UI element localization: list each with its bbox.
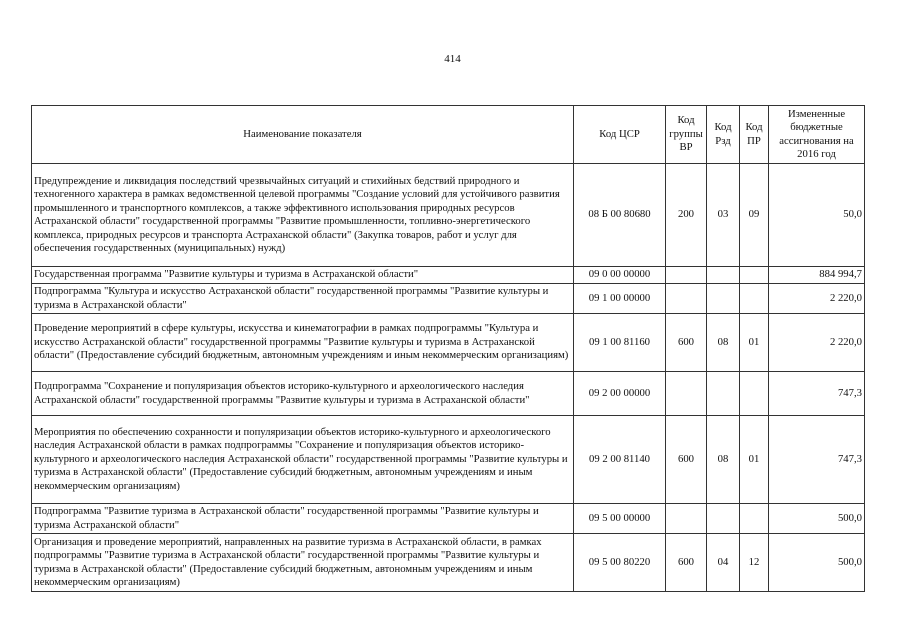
header-rzd: Код Рзд [707,106,740,164]
row-pr [740,504,769,534]
row-csr: 09 1 00 81160 [574,314,666,372]
row-vr [666,284,707,314]
row-csr: 09 0 00 00000 [574,267,666,284]
table-row [32,504,865,534]
page-number: 414 [444,53,461,65]
row-csr: 09 2 00 00000 [574,372,666,416]
table-header-row [32,106,865,164]
row-vr: 600 [666,314,707,372]
row-csr: 09 2 00 81140 [574,416,666,504]
row-pr: 09 [740,164,769,267]
row-amount: 500,0 [769,534,865,592]
row-rzd [707,267,740,284]
row-vr: 200 [666,164,707,267]
row-amount: 50,0 [769,164,865,267]
row-vr [666,504,707,534]
row-amount: 747,3 [769,372,865,416]
header-amount: Измененные бюджетные ассигнования на 2016 год [769,106,865,164]
table-row [32,164,865,267]
row-amount: 500,0 [769,504,865,534]
row-pr [740,284,769,314]
row-pr: 12 [740,534,769,592]
row-amount: 2 220,0 [769,314,865,372]
row-csr: 09 5 00 00000 [574,504,666,534]
row-amount: 747,3 [769,416,865,504]
row-rzd: 08 [707,314,740,372]
row-name: Подпрограмма "Развитие туризма в Астраханской области" государственной программы "Развитие культуры и туризма Астраханской области" [32,504,574,534]
row-name: Подпрограмма "Культура и искусство Астраханской области" государственной программы "Развитие культуры и туризма в Астраханской области" [32,284,574,314]
row-pr [740,267,769,284]
row-rzd [707,504,740,534]
header-pr: Код ПР [740,106,769,164]
row-csr: 09 1 00 00000 [574,284,666,314]
row-name: Предупреждение и ликвидация последствий чрезвычайных ситуаций и стихийных бедствий природного и техногенного характера в рамках ведомственной целевой программы "Создание условий для устойчивого развития промышленного и транспортного комплексов, а также эффективного использования природных ресурсов Астраханской области" государственной программы "Развитие промышленности, топливно-энергетического комплекса, природных ресурсов и транспорта Астраханской области" (Закупка товаров, работ и услуг для обеспечения государственных (муниципальных) нужд) [32,164,574,267]
table-row [32,314,865,372]
row-csr: 09 5 00 80220 [574,534,666,592]
row-pr: 01 [740,416,769,504]
row-amount: 884 994,7 [769,267,865,284]
row-vr [666,267,707,284]
table-row [32,416,865,504]
row-rzd [707,372,740,416]
row-csr: 08 Б 00 80680 [574,164,666,267]
row-vr: 600 [666,534,707,592]
row-pr: 01 [740,314,769,372]
row-name: Проведение мероприятий в сфере культуры, искусства и кинематографии в рамках подпрограммы "Культура и искусство Астраханской области" государственной программы "Развитие культуры и туризма в Астраханской области" (Предоставление субсидий бюджетным, автономным учреждениям и иным некоммерческим организациям) [32,314,574,372]
row-rzd: 08 [707,416,740,504]
header-vr: Код группы ВР [666,106,707,164]
row-rzd: 04 [707,534,740,592]
row-name: Организация и проведение мероприятий, направленных на развитие туризма в Астраханской области, в рамках подпрограммы "Развитие туризма в Астраханской области" государственной программы "Развитие культуры и туризма в Астраханской области" (Предоставление субсидий бюджетным, автономным учреждениям и иным некоммерческим организациям) [32,534,574,592]
budget-table [31,105,865,592]
row-vr: 600 [666,416,707,504]
table-row [32,534,865,592]
row-amount: 2 220,0 [769,284,865,314]
header-name: Наименование показателя [32,106,574,164]
row-rzd [707,284,740,314]
table-row [32,284,865,314]
row-pr [740,372,769,416]
row-name: Мероприятия по обеспечению сохранности и популяризации объектов историко-культурного и археологического наследия Астраханской области в рамках подпрограммы "Сохранение и популяризация объектов историко-культурного и археологического наследия Астраханской области" государственной программы "Развитие культуры и туризма в Астраханской области" (Предоставление субсидий бюджетным, автономным учреждениям и иным некоммерческим организациям) [32,416,574,504]
table-row [32,267,865,284]
row-rzd: 03 [707,164,740,267]
row-name: Государственная программа "Развитие культуры и туризма в Астраханской области" [32,267,574,284]
row-vr [666,372,707,416]
table-row [32,372,865,416]
row-name: Подпрограмма "Сохранение и популяризация объектов историко-культурного и археологического наследия Астраханской области" государственной программы "Развитие культуры и туризма в Астраханской области" [32,372,574,416]
header-csr: Код ЦСР [574,106,666,164]
